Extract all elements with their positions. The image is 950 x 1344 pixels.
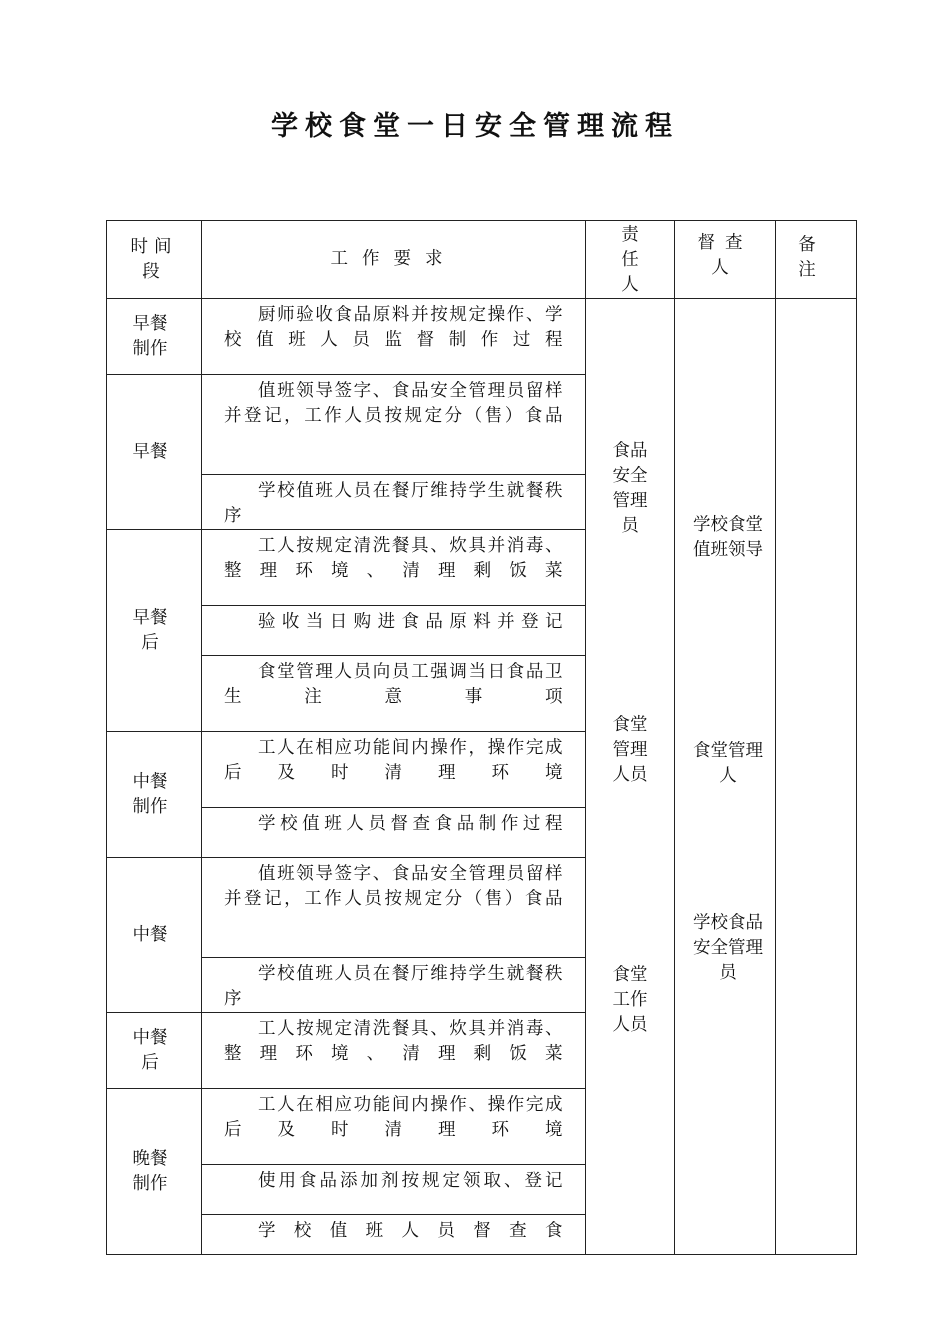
requirement-cell: 工人在相应功能间内操作、操作完成后及时清理环境 — [202, 1089, 586, 1165]
header-note: 备注 — [776, 221, 857, 299]
requirement-cell: 值班领导签字、食品安全管理员留样并登记，工作人员按规定分（售）食品 — [202, 375, 586, 475]
requirement-cell: 使用食品添加剂按规定领取、登记 — [202, 1165, 586, 1215]
requirement-cell: 值班领导签字、食品安全管理员留样并登记，工作人员按规定分（售）食品 — [202, 858, 586, 958]
safety-process-table — [106, 220, 857, 1255]
requirement-cell: 学校值班人员督查食品制作过程 — [202, 808, 586, 858]
time-cell: 早餐制作 — [107, 299, 202, 375]
time-cell: 中餐 — [107, 858, 202, 1013]
table-row — [107, 299, 857, 375]
header-requirement: 工作要求 — [202, 221, 586, 299]
supervisor-3: 学校食品安全管理员 — [693, 913, 763, 983]
supervisor-2: 食堂管理人 — [693, 741, 763, 786]
note-column — [776, 299, 857, 1255]
requirement-cell: 学校值班人员在餐厅维持学生就餐秩序 — [202, 958, 586, 1013]
time-cell: 早餐后 — [107, 530, 202, 732]
header-supervisor: 督查人 — [675, 221, 776, 299]
responsible-column — [586, 299, 675, 1255]
document-title: 学校食堂一日安全管理流程 — [271, 111, 679, 142]
requirement-cell: 学校值班人员在餐厅维持学生就餐秩序 — [202, 475, 586, 530]
table-header-row — [107, 221, 857, 299]
requirement-cell: 验收当日购进食品原料并登记 — [202, 606, 586, 656]
requirement-cell: 工人在相应功能间内操作，操作完成后及时清理环境 — [202, 732, 586, 808]
requirement-cell: 工人按规定清洗餐具、炊具并消毒、整理环境、清理剩饭菜 — [202, 1013, 586, 1089]
time-cell: 中餐制作 — [107, 732, 202, 858]
requirement-cell: 工人按规定清洗餐具、炊具并消毒、整理环境、清理剩饭菜 — [202, 530, 586, 606]
time-cell: 晚餐制作 — [107, 1089, 202, 1255]
responsible-2: 食堂管理人员 — [612, 715, 648, 785]
time-cell: 中餐后 — [107, 1013, 202, 1089]
requirement-cell: 食堂管理人员向员工强调当日食品卫生注意事项 — [202, 656, 586, 732]
supervisor-column — [675, 299, 776, 1255]
responsible-3: 食堂工作人员 — [612, 965, 648, 1035]
header-responsible: 责任人 — [586, 221, 675, 299]
requirement-cell: 学校值班人员督查食 — [202, 1215, 586, 1255]
responsible-1: 食品安全管理员 — [612, 441, 648, 536]
supervisor-1: 学校食堂值班领导 — [693, 515, 763, 560]
requirement-cell: 厨师验收食品原料并按规定操作、学校值班人员监督制作过程 — [202, 299, 586, 375]
header-time: 时间段 — [107, 221, 202, 299]
time-cell: 早餐 — [107, 375, 202, 530]
